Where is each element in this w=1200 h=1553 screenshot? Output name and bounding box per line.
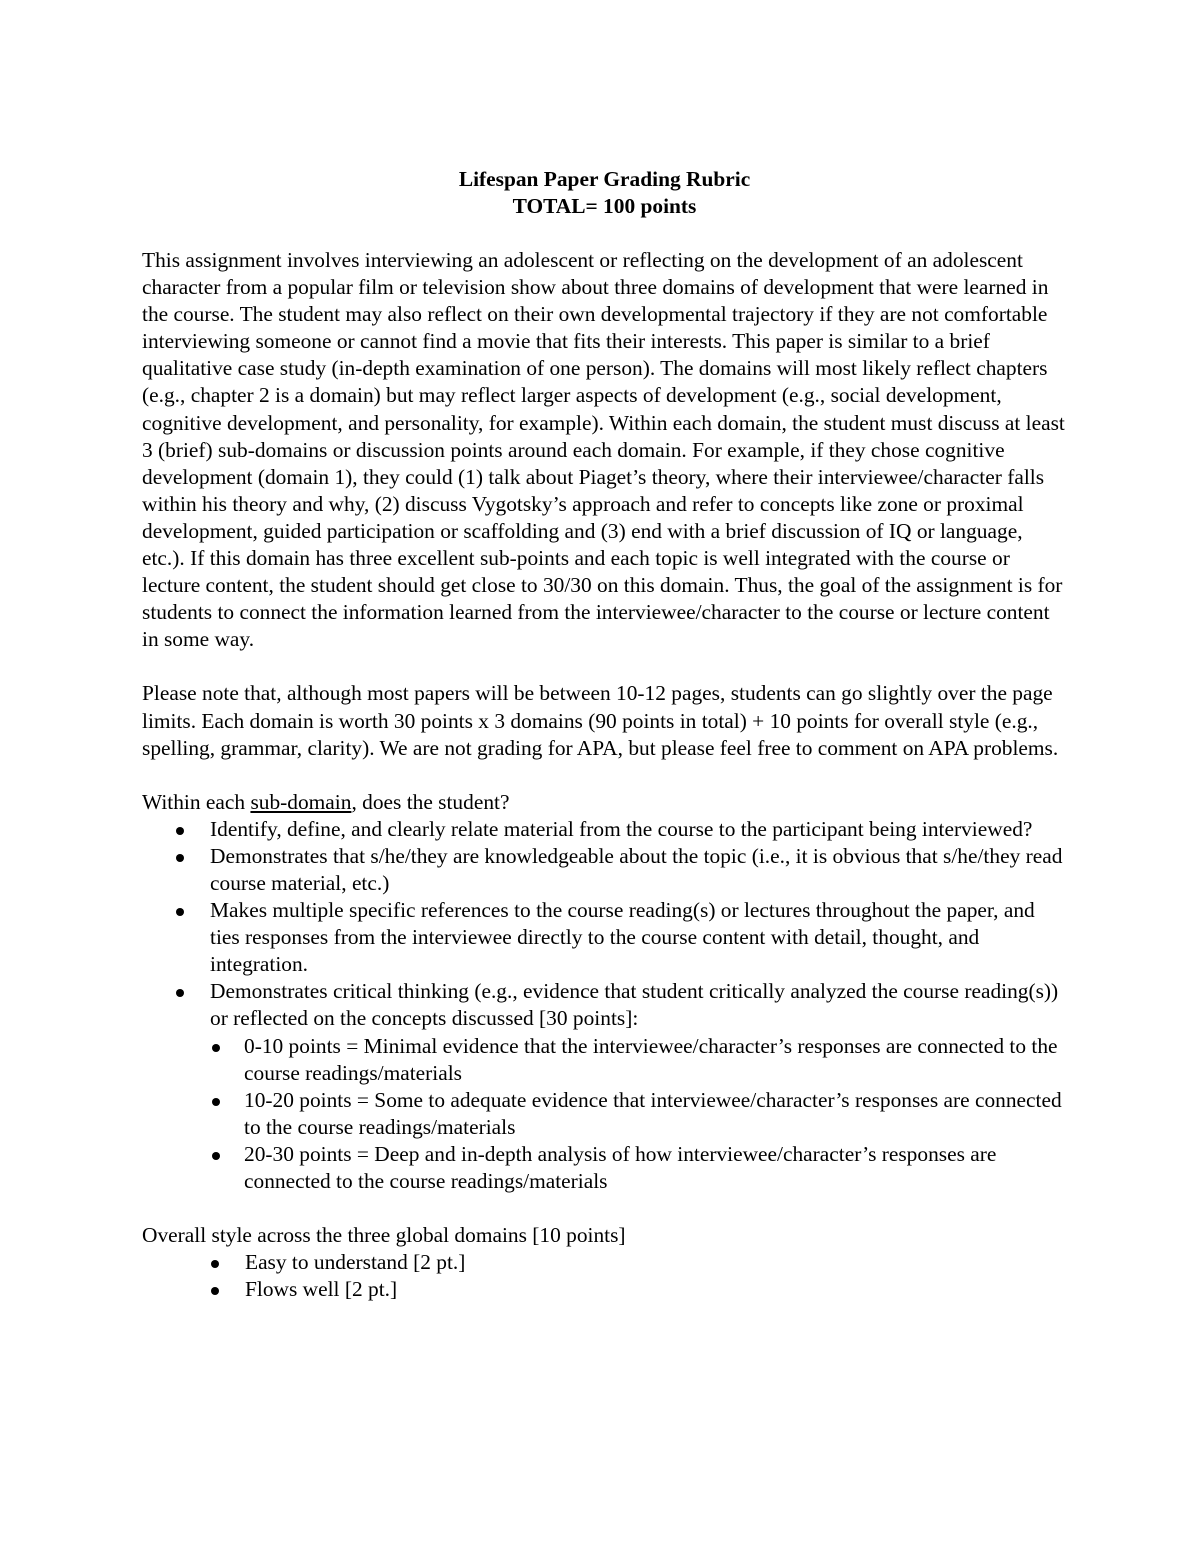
bullet-icon — [211, 1260, 219, 1268]
title-block — [142, 166, 1067, 220]
question-underlined: sub-domain — [250, 789, 352, 814]
bullet-icon — [176, 827, 184, 835]
criterion-text: Identify, define, and clearly relate material from the course to the participant being interviewed? — [210, 816, 1033, 841]
list-item — [207, 1276, 1067, 1303]
list-item — [210, 1033, 1067, 1087]
bullet-icon — [212, 1044, 220, 1052]
score-band-list — [210, 1033, 1067, 1196]
bullet-icon — [176, 854, 184, 862]
criterion-text: Makes multiple specific references to the course reading(s) or lectures throughout the paper, and ties responses from the interviewee directly to the course content with detail, thought, and integration. — [210, 898, 1035, 977]
document-page — [142, 166, 1067, 1303]
note-paragraph: Please note that, although most papers will be between 10-12 pages, students can go slightly over the page limits. Each domain is worth 30 points x 3 domains (90 points in total) + 10 points for overall style (e.g., spelling, grammar, clarity). We are not grading for APA, but please feel free to comment on APA problems. — [142, 681, 1059, 760]
list-item — [207, 1249, 1067, 1276]
score-band-text: 10-20 points = Some to adequate evidence that interviewee/character’s responses are connected to the course readings/materials — [244, 1087, 1062, 1139]
intro-paragraph: This assignment involves interviewing an adolescent or reflecting on the development of an adolescent character from a popular film or television show about three domains of development that were learned in the course. The student may also reflect on their own developmental trajectory if they are not comfortable interviewing someone or cannot find a movie that fits their interests. This paper is similar to a brief qualitative case study (in-depth examination of one person). The domains will most likely reflect chapters (e.g., chapter 2 is a domain) but may reflect larger aspects of development (e.g., social development, cognitive development, and personality, for example). Within each domain, the student must discuss at least 3 (brief) sub-domains or discussion points around each domain. For example, if they chose cognitive development (domain 1), they could (1) talk about Piaget’s theory, where their interviewee/character falls within his theory and why, (2) discuss Vygotsky’s approach and refer to concepts like zone or proximal development, guided participation or scaffolding and (3) end with a brief discussion of IQ or language, etc.). If this domain has three excellent sub-points and each topic is well integrated with the course or lecture content, the student should get close to 30/30 on this domain. Thus, the goal of the assignment is for students to connect the information learned from the interviewee/character to the course or lecture content in some way. — [142, 248, 1065, 652]
style-item-text: Flows well [2 pt.] — [245, 1277, 398, 1302]
subdomain-question — [142, 789, 1067, 816]
score-band-text: 0-10 points = Minimal evidence that the interviewee/character’s responses are connected to the course readings/materials — [244, 1033, 1058, 1085]
list-item — [172, 897, 1067, 978]
question-suffix: , does the student? — [351, 789, 510, 814]
bullet-icon — [212, 1098, 220, 1106]
bullet-icon — [176, 908, 184, 916]
document-title: Lifespan Paper Grading Rubric — [458, 167, 751, 191]
criterion-text: Demonstrates critical thinking (e.g., evidence that student critically analyzed the course reading(s)) or reflected on the concepts discussed [30 points]: — [210, 979, 1059, 1031]
criteria-list — [172, 816, 1067, 1195]
list-item — [210, 1141, 1067, 1195]
style-list — [207, 1249, 1067, 1303]
list-item — [210, 1087, 1067, 1141]
criterion-text: Demonstrates that s/he/they are knowledgeable about the topic (i.e., it is obvious that s/he/they read course material, etc.) — [210, 843, 1063, 895]
total-points: TOTAL= 100 points — [512, 194, 697, 218]
style-heading: Overall style across the three global domains [10 points] — [142, 1223, 626, 1248]
section-gap — [142, 1195, 1067, 1222]
list-item — [172, 843, 1067, 897]
bullet-icon — [176, 989, 184, 997]
style-item-text: Easy to understand [2 pt.] — [245, 1250, 466, 1275]
bullet-icon — [211, 1287, 219, 1295]
list-item — [172, 978, 1067, 1195]
question-prefix: Within each — [142, 789, 251, 814]
bullet-icon — [212, 1152, 220, 1160]
list-item — [172, 816, 1067, 843]
score-band-text: 20-30 points = Deep and in-depth analysis of how interviewee/character’s responses are connected to the course readings/materials — [244, 1141, 997, 1193]
